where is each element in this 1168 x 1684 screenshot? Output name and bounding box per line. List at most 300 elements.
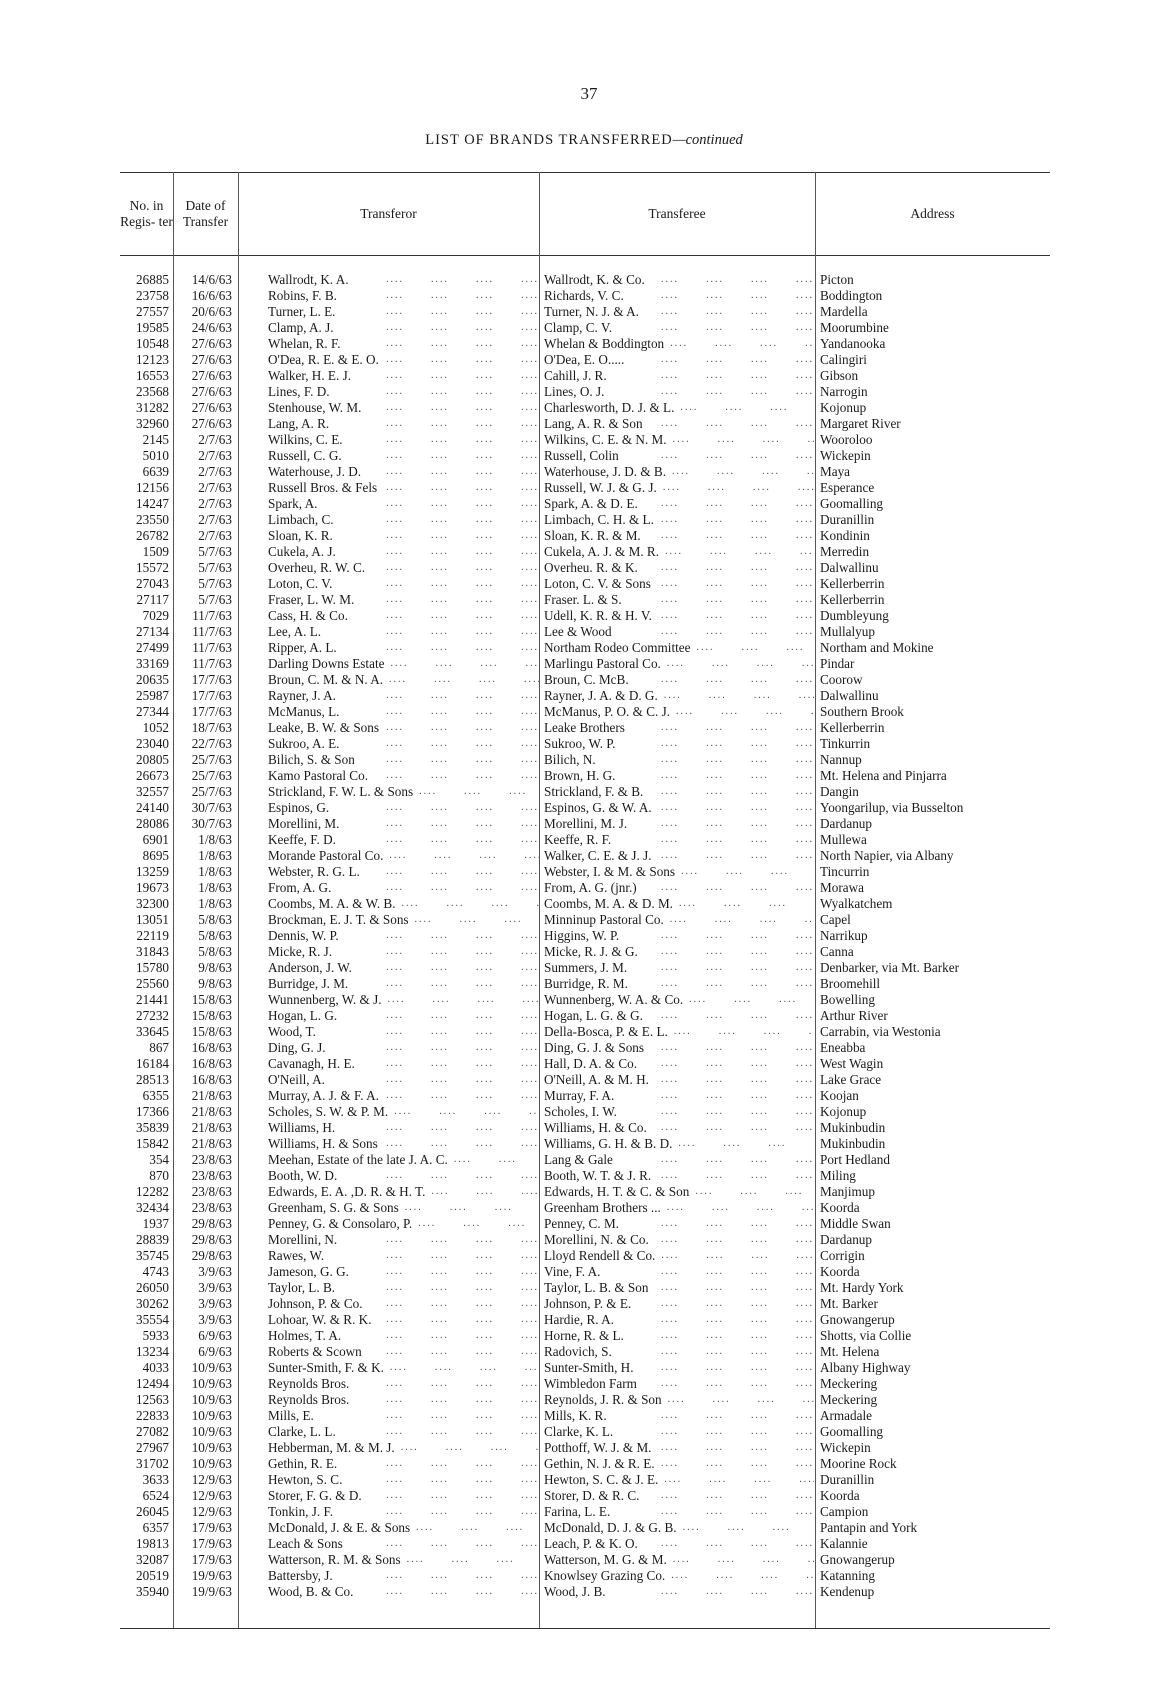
dot-leader bbox=[596, 752, 814, 768]
dot-leader bbox=[662, 1392, 814, 1408]
transferor-cell bbox=[268, 752, 539, 768]
dot-leader bbox=[604, 384, 814, 400]
table-body bbox=[120, 272, 1050, 1600]
transferor-cell bbox=[268, 880, 539, 896]
transferor-name: Cass, H. & Co. bbox=[268, 608, 348, 623]
transfer-date: 25/7/63 bbox=[191, 752, 232, 767]
transferee-cell bbox=[544, 864, 814, 880]
address-cell: Canna bbox=[820, 944, 854, 959]
dot-leader bbox=[361, 400, 539, 416]
table-row bbox=[120, 1024, 1050, 1040]
transferee-cell bbox=[544, 896, 814, 912]
transferor-name: Wunnenberg, W. & J. bbox=[268, 992, 382, 1007]
dot-leader bbox=[611, 832, 814, 848]
table-row bbox=[120, 816, 1050, 832]
transferee-cell bbox=[544, 1280, 814, 1296]
transferor-name: Greenham, S. G. & Sons bbox=[268, 1200, 399, 1215]
dot-leader bbox=[377, 480, 539, 496]
address-cell: Coorow bbox=[820, 672, 863, 687]
address-cell: Middle Swan bbox=[820, 1216, 891, 1231]
transfer-date: 17/7/63 bbox=[191, 672, 232, 687]
address-cell: Mukinbudin bbox=[820, 1120, 886, 1135]
transferee-name: Della-Bosca, P. & E. L. bbox=[544, 1024, 668, 1039]
dot-leader bbox=[335, 1280, 539, 1296]
table-row bbox=[120, 400, 1050, 416]
transferor-cell bbox=[268, 864, 539, 880]
transferee-cell bbox=[544, 480, 814, 496]
dot-leader bbox=[606, 1584, 814, 1600]
dot-leader bbox=[610, 1504, 814, 1520]
transfer-date: 27/6/63 bbox=[191, 352, 232, 367]
transfer-date: 5/8/63 bbox=[198, 944, 232, 959]
dot-leader bbox=[600, 1264, 814, 1280]
dot-leader bbox=[638, 944, 814, 960]
transferor-cell bbox=[268, 736, 539, 752]
table-row bbox=[120, 560, 1050, 576]
table-row bbox=[120, 1312, 1050, 1328]
transferor-cell bbox=[268, 1312, 539, 1328]
transferor-cell bbox=[268, 352, 539, 368]
register-number: 10548 bbox=[136, 336, 169, 351]
register-number: 19673 bbox=[136, 880, 169, 895]
dot-leader bbox=[638, 496, 814, 512]
transferor-name: Jameson, G. G. bbox=[268, 1264, 349, 1279]
dot-leader bbox=[343, 432, 539, 448]
transfer-date: 15/8/63 bbox=[191, 1008, 232, 1023]
transferor-cell bbox=[268, 992, 539, 1008]
transferee-name: Coombs, M. A. & D. M. bbox=[544, 896, 673, 911]
register-number: 35839 bbox=[136, 1120, 169, 1135]
register-number: 354 bbox=[149, 1152, 169, 1167]
transferor-cell bbox=[268, 560, 539, 576]
address-cell: Dalwallinu bbox=[820, 560, 879, 575]
transferor-name: Johnson, P. & Co. bbox=[268, 1296, 363, 1311]
address-cell: Moorumbine bbox=[820, 320, 889, 335]
address-cell: Mullalyup bbox=[820, 624, 875, 639]
transferee-name: Reynolds, J. R. & Son bbox=[544, 1392, 662, 1407]
transferor-name: Ripper, A. L. bbox=[268, 640, 337, 655]
transferor-name: Lang, A. R. bbox=[268, 416, 330, 431]
transferee-name: Wilkins, C. E. & N. M. bbox=[544, 432, 667, 447]
transferor-cell bbox=[268, 1056, 539, 1072]
transferor-name: Cukela, A. J. bbox=[268, 544, 336, 559]
transferor-cell bbox=[268, 1152, 539, 1168]
transferee-name: Bilich, N. bbox=[544, 752, 596, 767]
address-cell: Mullewa bbox=[820, 832, 867, 847]
transferor-cell bbox=[268, 688, 539, 704]
table-row bbox=[120, 1232, 1050, 1248]
table-row bbox=[120, 288, 1050, 304]
transfer-date: 5/8/63 bbox=[198, 928, 232, 943]
transferor-cell bbox=[268, 448, 539, 464]
transferor-cell bbox=[268, 464, 539, 480]
transferor-cell bbox=[268, 1216, 539, 1232]
transferee-cell bbox=[544, 1088, 814, 1104]
dot-leader bbox=[384, 1360, 539, 1376]
transferor-cell bbox=[268, 1440, 539, 1456]
transferee-cell bbox=[544, 432, 814, 448]
dot-leader bbox=[409, 912, 539, 928]
dot-leader bbox=[363, 1296, 539, 1312]
table-row bbox=[120, 960, 1050, 976]
table-row bbox=[120, 1136, 1050, 1152]
address-cell: Gibson bbox=[820, 368, 859, 383]
dot-leader bbox=[654, 512, 814, 528]
dot-leader bbox=[314, 1408, 539, 1424]
dot-leader bbox=[388, 1104, 539, 1120]
transferor-name: Wilkins, C. E. bbox=[268, 432, 343, 447]
transferee-cell bbox=[544, 384, 814, 400]
register-number: 32087 bbox=[136, 1552, 169, 1567]
dot-leader bbox=[355, 1056, 539, 1072]
transferee-cell bbox=[544, 848, 814, 864]
dot-leader bbox=[348, 608, 539, 624]
transferee-cell bbox=[544, 672, 814, 688]
register-number: 23040 bbox=[136, 736, 169, 751]
address-cell: Kojonup bbox=[820, 400, 867, 415]
transferee-cell bbox=[544, 960, 814, 976]
address-cell: Lake Grace bbox=[820, 1072, 882, 1087]
transferee-name: Summers, J. M. bbox=[544, 960, 628, 975]
address-cell: Northam and Mokine bbox=[820, 640, 934, 655]
table-row bbox=[120, 592, 1050, 608]
dot-leader bbox=[383, 672, 539, 688]
transferee-name: Lloyd Rendell & Co. bbox=[544, 1248, 656, 1263]
transferee-name: Potthoff, W. J. & M. bbox=[544, 1440, 652, 1455]
transferee-name: Hogan, L. G. & G. bbox=[544, 1008, 643, 1023]
address-cell: Capel bbox=[820, 912, 851, 927]
transfer-date: 27/6/63 bbox=[191, 384, 232, 399]
transferor-cell bbox=[268, 912, 539, 928]
dot-leader bbox=[337, 1232, 539, 1248]
transferee-name: Whelan & Boddington bbox=[544, 336, 665, 351]
transferee-cell bbox=[544, 1376, 814, 1392]
table-row bbox=[120, 1328, 1050, 1344]
table-row bbox=[120, 1440, 1050, 1456]
transferor-cell bbox=[268, 1584, 539, 1600]
transferee-cell bbox=[544, 1104, 814, 1120]
transfer-date: 10/9/63 bbox=[191, 1408, 232, 1423]
register-number: 32960 bbox=[136, 416, 169, 431]
dot-leader bbox=[324, 1248, 539, 1264]
transfer-date: 29/8/63 bbox=[191, 1216, 232, 1231]
transferor-cell bbox=[268, 288, 539, 304]
transferor-name: Sukroo, A. E. bbox=[268, 736, 340, 751]
address-cell: Port Hedland bbox=[820, 1152, 890, 1167]
dot-leader bbox=[334, 320, 539, 336]
transferor-cell bbox=[268, 1248, 539, 1264]
transferor-cell bbox=[268, 768, 539, 784]
table-row bbox=[120, 1392, 1050, 1408]
register-number: 12156 bbox=[136, 480, 169, 495]
dot-leader bbox=[362, 1488, 539, 1504]
transferee-name: Watterson, M. G. & M. bbox=[544, 1552, 667, 1567]
table-row bbox=[120, 1248, 1050, 1264]
header-transferee: Transferee bbox=[648, 205, 706, 221]
transferee-name: Waterhouse, J. D. & B. bbox=[544, 464, 667, 479]
transfer-date: 21/8/63 bbox=[191, 1104, 232, 1119]
transferor-cell bbox=[268, 576, 539, 592]
transferee-name: Radovich, S. bbox=[544, 1344, 612, 1359]
dot-leader bbox=[379, 352, 539, 368]
table-row bbox=[120, 464, 1050, 480]
transferor-cell bbox=[268, 800, 539, 816]
transferor-cell bbox=[268, 1184, 539, 1200]
dot-leader bbox=[336, 1424, 539, 1440]
transferee-cell bbox=[544, 880, 814, 896]
table-row bbox=[120, 1536, 1050, 1552]
transfer-date: 10/9/63 bbox=[191, 1456, 232, 1471]
transferor-cell bbox=[268, 272, 539, 288]
transferor-name: Stenhouse, W. M. bbox=[268, 400, 362, 415]
transfer-date: 21/8/63 bbox=[191, 1120, 232, 1135]
register-number: 31843 bbox=[136, 944, 169, 959]
dot-leader bbox=[643, 784, 814, 800]
dot-leader bbox=[353, 1584, 539, 1600]
transferee-name: Limbach, C. H. & L. bbox=[544, 512, 654, 527]
dot-leader bbox=[365, 560, 539, 576]
dot-leader bbox=[341, 336, 539, 352]
dot-leader bbox=[448, 1152, 539, 1168]
transferor-cell bbox=[268, 1104, 539, 1120]
table-row bbox=[120, 704, 1050, 720]
transferor-cell bbox=[268, 1280, 539, 1296]
table-row bbox=[120, 1424, 1050, 1440]
dot-leader bbox=[326, 1040, 539, 1056]
transferor-cell bbox=[268, 400, 539, 416]
transferee-cell bbox=[544, 1168, 814, 1184]
dot-leader bbox=[637, 1056, 814, 1072]
dot-leader bbox=[619, 1216, 814, 1232]
register-number: 27557 bbox=[136, 304, 169, 319]
transferor-cell bbox=[268, 704, 539, 720]
transferor-name: Hogan, L. G. bbox=[268, 1008, 338, 1023]
transfer-date: 1/8/63 bbox=[198, 880, 232, 895]
transfer-date: 11/7/63 bbox=[192, 624, 232, 639]
table-row bbox=[120, 688, 1050, 704]
transferee-cell bbox=[544, 1328, 814, 1344]
transferor-name: Spark, A. bbox=[268, 496, 318, 511]
transfer-date: 29/8/63 bbox=[191, 1248, 232, 1263]
dot-leader bbox=[368, 768, 539, 784]
dot-leader bbox=[637, 1376, 814, 1392]
dot-leader bbox=[691, 640, 814, 656]
transferor-name: Overheu, R. W. C. bbox=[268, 560, 366, 575]
table-row bbox=[120, 416, 1050, 432]
transferee-cell bbox=[544, 352, 814, 368]
register-number: 4033 bbox=[142, 1360, 169, 1375]
transferor-name: Robins, F. B. bbox=[268, 288, 337, 303]
dot-leader bbox=[624, 352, 814, 368]
transferee-name: Knowlsey Grazing Co. bbox=[544, 1568, 666, 1583]
address-cell: Goomalling bbox=[820, 496, 884, 511]
address-cell: Wyalkatchem bbox=[820, 896, 893, 911]
transferor-name: Wood, B. & Co. bbox=[268, 1584, 354, 1599]
register-number: 25560 bbox=[136, 976, 169, 991]
dot-leader bbox=[349, 1264, 539, 1280]
transferor-name: Lee, A. L. bbox=[268, 624, 322, 639]
transfer-date: 9/8/63 bbox=[198, 960, 232, 975]
address-cell: Kondinin bbox=[820, 528, 870, 543]
transfer-date: 12/9/63 bbox=[191, 1472, 232, 1487]
transferee-name: Turner, N. J. & A. bbox=[544, 304, 639, 319]
transferee-name: Sukroo, W. P. bbox=[544, 736, 616, 751]
transferor-cell bbox=[268, 1360, 539, 1376]
transferee-name: Burridge, R. M. bbox=[544, 976, 628, 991]
address-cell: Campion bbox=[820, 1504, 869, 1519]
address-cell: Shotts, via Collie bbox=[820, 1328, 912, 1343]
table-row bbox=[120, 352, 1050, 368]
address-cell: Denbarker, via Mt. Barker bbox=[820, 960, 959, 975]
transferor-cell bbox=[268, 480, 539, 496]
register-number: 15572 bbox=[136, 560, 169, 575]
transferee-cell bbox=[544, 912, 814, 928]
address-cell: Kojonup bbox=[820, 1104, 867, 1119]
transferor-name: Roberts & Scown bbox=[268, 1344, 362, 1359]
transferee-name: Williams, G. H. & B. D. bbox=[544, 1136, 673, 1151]
register-number: 24140 bbox=[136, 800, 169, 815]
address-cell: West Wagin bbox=[820, 1056, 884, 1071]
transferor-name: Hebberman, M. & M. J. bbox=[268, 1440, 395, 1455]
transferee-cell bbox=[544, 1216, 814, 1232]
transfer-date: 5/7/63 bbox=[198, 576, 232, 591]
dot-leader bbox=[336, 688, 539, 704]
table-row bbox=[120, 1184, 1050, 1200]
table-row bbox=[120, 992, 1050, 1008]
register-number: 19585 bbox=[136, 320, 169, 335]
table-row bbox=[120, 880, 1050, 896]
transferee-cell bbox=[544, 944, 814, 960]
register-number: 13259 bbox=[136, 864, 169, 879]
register-number: 867 bbox=[149, 1040, 169, 1055]
table-row bbox=[120, 784, 1050, 800]
register-number: 26782 bbox=[136, 528, 169, 543]
table-row bbox=[120, 1168, 1050, 1184]
transferor-name: Darling Downs Estate bbox=[268, 656, 385, 671]
transferor-name: Turner, L. E. bbox=[268, 304, 336, 319]
dot-leader bbox=[627, 960, 814, 976]
transferee-cell bbox=[544, 1312, 814, 1328]
address-cell: Nannup bbox=[820, 752, 862, 767]
dot-leader bbox=[655, 1248, 814, 1264]
transferee-name: Wunnenberg, W. A. & Co. bbox=[544, 992, 684, 1007]
register-number: 35554 bbox=[136, 1312, 169, 1327]
transferee-name: Sunter-Smith, H. bbox=[544, 1360, 634, 1375]
register-number: 20519 bbox=[136, 1568, 169, 1583]
transferee-name: Johnson, P. & E. bbox=[544, 1296, 632, 1311]
address-cell: Manjimup bbox=[820, 1184, 875, 1199]
transferor-cell bbox=[268, 1136, 539, 1152]
transferor-cell bbox=[268, 496, 539, 512]
transferee-cell bbox=[544, 1456, 814, 1472]
transferor-cell bbox=[268, 320, 539, 336]
dot-leader bbox=[675, 864, 814, 880]
transfer-date: 10/9/63 bbox=[191, 1376, 232, 1391]
transferor-name: Bilich, S. & Son bbox=[268, 752, 355, 767]
transferee-cell bbox=[544, 1360, 814, 1376]
transferor-name: O'Neill, A. bbox=[268, 1072, 325, 1087]
register-number: 12123 bbox=[136, 352, 169, 367]
transferee-name: Lines, O. J. bbox=[544, 384, 605, 399]
transferee-cell bbox=[544, 496, 814, 512]
table-row bbox=[120, 928, 1050, 944]
transferee-cell bbox=[544, 720, 814, 736]
transfer-date: 12/9/63 bbox=[191, 1504, 232, 1519]
transferor-name: Wallrodt, K. A. bbox=[268, 272, 349, 287]
transferee-cell bbox=[544, 1264, 814, 1280]
address-cell: Armadale bbox=[820, 1408, 872, 1423]
register-number: 27499 bbox=[136, 640, 169, 655]
address-cell: Arthur River bbox=[820, 1008, 888, 1023]
table-row bbox=[120, 864, 1050, 880]
dot-leader bbox=[333, 1568, 539, 1584]
dot-leader bbox=[655, 1456, 814, 1472]
register-number: 12563 bbox=[136, 1392, 169, 1407]
transferee-cell bbox=[544, 1440, 814, 1456]
transferee-cell bbox=[544, 1072, 814, 1088]
address-cell: Gnowangerup bbox=[820, 1312, 895, 1327]
transferee-name: Fraser. L. & S. bbox=[544, 592, 622, 607]
address-cell: Calingiri bbox=[820, 352, 867, 367]
register-number: 15842 bbox=[136, 1136, 169, 1151]
transferor-name: Leake, B. W. & Sons bbox=[268, 720, 379, 735]
table-row bbox=[120, 1552, 1050, 1568]
dot-leader bbox=[354, 592, 539, 608]
transferee-cell bbox=[544, 976, 814, 992]
address-cell: Pantapin and York bbox=[820, 1520, 918, 1535]
dot-leader bbox=[665, 1568, 814, 1584]
transferee-cell bbox=[544, 576, 814, 592]
address-cell: Pindar bbox=[820, 656, 855, 671]
register-number: 26673 bbox=[136, 768, 169, 783]
transferor-cell bbox=[268, 944, 539, 960]
table-row bbox=[120, 1152, 1050, 1168]
dot-leader bbox=[337, 1008, 539, 1024]
transferor-name: Webster, R. G. L. bbox=[268, 864, 360, 879]
register-number: 4743 bbox=[142, 1264, 169, 1279]
transferee-cell bbox=[544, 832, 814, 848]
transferor-name: Meehan, Estate of the late J. A. C. bbox=[268, 1152, 448, 1167]
register-number: 19813 bbox=[136, 1536, 169, 1551]
transferee-name: Clamp, C. V. bbox=[544, 320, 613, 335]
transferor-name: Taylor, L. B. bbox=[268, 1280, 336, 1295]
transferee-cell bbox=[544, 1520, 814, 1536]
table-row bbox=[120, 768, 1050, 784]
transferee-name: Charlesworth, D. J. & L. bbox=[544, 400, 675, 415]
table-row bbox=[120, 944, 1050, 960]
transferee-name: Richards, V. C. bbox=[544, 288, 624, 303]
address-cell: Mt. Barker bbox=[820, 1296, 878, 1311]
table-row bbox=[120, 1200, 1050, 1216]
transfer-date: 18/7/63 bbox=[191, 720, 232, 735]
transferor-cell bbox=[268, 1552, 539, 1568]
register-number: 16184 bbox=[136, 1056, 169, 1071]
dot-leader bbox=[413, 784, 539, 800]
dot-leader bbox=[613, 1424, 814, 1440]
register-number: 16553 bbox=[136, 368, 169, 383]
transferee-cell bbox=[544, 1536, 814, 1552]
transferor-name: Keeffe, F. D. bbox=[268, 832, 336, 847]
transferor-cell bbox=[268, 1088, 539, 1104]
transferor-name: Morellini, N. bbox=[268, 1232, 338, 1247]
transferee-name: Lang, A. R. & Son bbox=[544, 416, 643, 431]
register-number: 12282 bbox=[136, 1184, 169, 1199]
dot-leader bbox=[612, 320, 814, 336]
dot-leader bbox=[342, 1472, 539, 1488]
dot-leader bbox=[412, 1216, 539, 1232]
transferee-name: Horne, R. & L. bbox=[544, 1328, 624, 1343]
table-row bbox=[120, 544, 1050, 560]
